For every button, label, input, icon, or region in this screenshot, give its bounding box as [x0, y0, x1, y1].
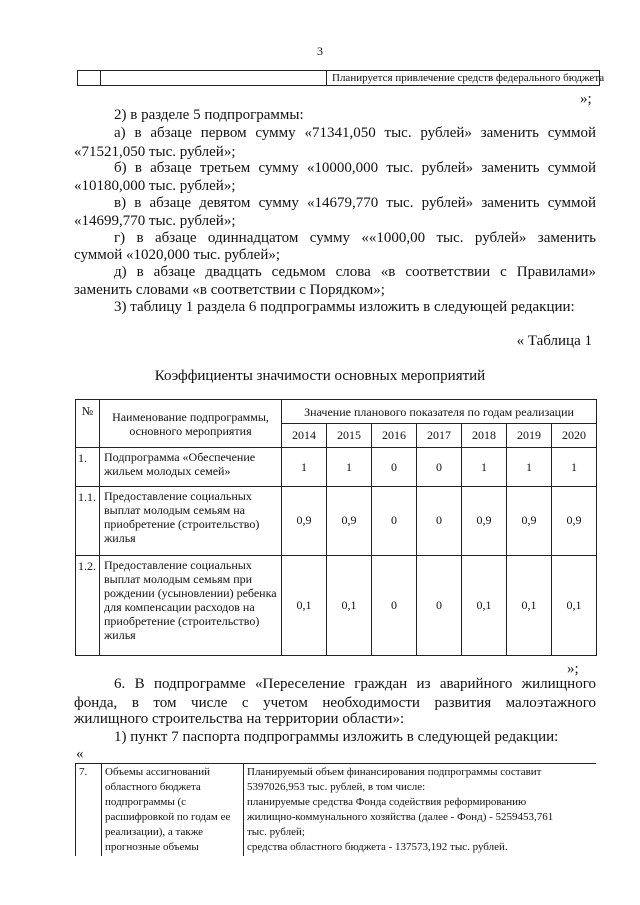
item-d-line1: д) в абзаце двадцать седьмом слова «в соответствии с Правилами» — [114, 264, 596, 280]
item2-heading: 2) в разделе 5 подпрограммы: — [114, 107, 304, 123]
item3-line: 3) таблицу 1 раздела 6 подпрограммы изложить в следующей редакции: — [114, 299, 575, 315]
row-name: Подпрограмма «Обеспечение жильем молодых семей» — [100, 448, 282, 487]
row-value: 0 — [372, 448, 417, 487]
row-value: 0,9 — [282, 487, 327, 555]
header-name: Наименование подпрограммы, основного мероприятия — [100, 400, 282, 448]
year-2018: 2018 — [462, 424, 507, 448]
item-b-line2: «10180,000 тыс. рублей»; — [74, 178, 236, 194]
table-row — [76, 555, 597, 655]
row-value: 1 — [327, 448, 372, 487]
item-g-line2: суммой «1020,000 тыс. рублей»; — [74, 247, 281, 263]
year-2016: 2016 — [372, 424, 417, 448]
item6-sub1: 1) пункт 7 паспорта подпрограммы изложить в следующей редакции: — [114, 729, 559, 745]
item-v-line2: «14699,770 тыс. рублей»; — [74, 213, 236, 229]
row-value: 0 — [417, 555, 462, 655]
row-value: 0 — [372, 555, 417, 655]
header-num: № — [76, 400, 100, 448]
item-a-line2: «71521,050 тыс. рублей»; — [74, 144, 236, 160]
item6-line2: фонда, в том числе с учетом необходимости развития малоэтажного — [74, 695, 596, 711]
row-value: 0,1 — [327, 555, 372, 655]
row-value: 0 — [417, 448, 462, 487]
top-table-row — [77, 70, 605, 86]
item-a-line1: а) в абзаце первом сумму «71341,050 тыс. рублей» заменить суммой — [114, 125, 596, 141]
row-num: 1.1. — [76, 487, 100, 555]
row-value: 0,1 — [462, 555, 507, 655]
table-row — [76, 448, 597, 487]
item-v-line1: в) в абзаце девятом сумму «14679,770 тыс. рублей» заменить суммой — [114, 195, 596, 211]
table-title: Коэффициенты значимости основных мероприятий — [154, 368, 486, 384]
year-2017: 2017 — [417, 424, 462, 448]
year-2020: 2020 — [552, 424, 597, 448]
page-number: 3 — [317, 44, 323, 58]
row-value: 0,9 — [552, 487, 597, 555]
row-value: 1 — [507, 448, 552, 487]
item-b-line1: б) в абзаце третьем сумму «10000,000 тыс. рублей» заменить суммой — [114, 160, 596, 176]
passport-name: Объемы ассигнований областного бюджета подпрограммы (с расшифровкой по годам ее реализации), а также прогнозные объемы — [102, 764, 244, 857]
item-d-line2: заменить словами «в соответствии с Порядком»; — [74, 282, 385, 298]
year-2019: 2019 — [507, 424, 552, 448]
passport-text: Планируемый объем финансирования подпрограммы составит 5397026,953 тыс. рублей, в том числе: планируемые средства Фонда содействия реформированию жилищно-коммунального хозяйства (далее - Фонд) - 5259453,761 тыс. рублей; средства областного бюджета - 137573,192 тыс. рублей. — [244, 764, 597, 857]
row-value: 1 — [552, 448, 597, 487]
row-value: 0 — [372, 487, 417, 555]
passport-num: 7. — [76, 764, 102, 857]
significance-table — [75, 399, 597, 656]
table-row — [76, 487, 597, 555]
row-value: 0,1 — [507, 555, 552, 655]
item6-line1: 6. В подпрограмме «Переселение граждан из аварийного жилищного — [114, 676, 596, 692]
row-value: 1 — [462, 448, 507, 487]
quote-open: « — [76, 746, 84, 762]
row-value: 0,1 — [282, 555, 327, 655]
top-row-text: Планируется привлечение средств федерального бюджета — [332, 72, 605, 84]
year-2014: 2014 — [282, 424, 327, 448]
row-num: 1.2. — [76, 555, 100, 655]
row-num: 1. — [76, 448, 100, 487]
header-values: Значение планового показателя по годам реализации — [282, 400, 597, 424]
item6-line3: жилищного строительства на территории области»: — [74, 711, 405, 727]
row-value: 0,9 — [462, 487, 507, 555]
quote-close-1: »; — [580, 91, 592, 107]
row-value: 0,9 — [507, 487, 552, 555]
row-value: 1 — [282, 448, 327, 487]
row-value: 0 — [417, 487, 462, 555]
table-label: « Таблица 1 — [516, 333, 592, 349]
row-name: Предоставление социальных выплат молодым семьям при рождении (усыновлении) ребенка для компенсации расходов на приобретение (строительство) жилья — [100, 555, 282, 655]
row-value: 0,1 — [552, 555, 597, 655]
passport-table — [75, 763, 596, 856]
item-g-line1: г) в абзаце одиннадцатом сумму ««1000,00 тыс. рублей» заменить — [114, 230, 596, 246]
year-2015: 2015 — [327, 424, 372, 448]
row-name: Предоставление социальных выплат молодым семьям на приобретение (строительство) жилья — [100, 487, 282, 555]
row-value: 0,9 — [327, 487, 372, 555]
quote-close-2: »; — [567, 661, 579, 677]
